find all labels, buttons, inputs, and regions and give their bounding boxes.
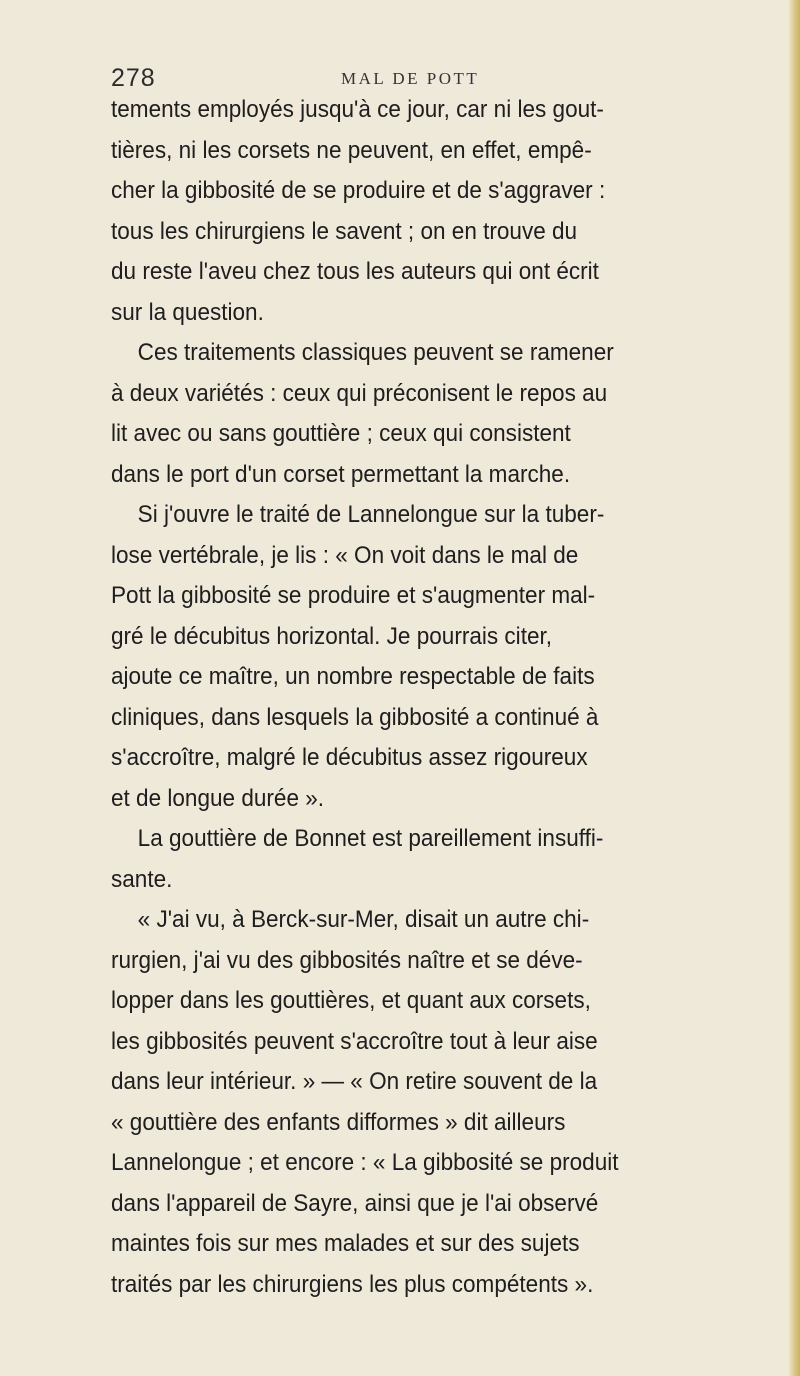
text-line: du reste l'aveu chez tous les auteurs qui ont écrit [111, 258, 599, 285]
text-line: ajoute ce maître, un nombre respectable de faits [111, 663, 595, 690]
text-line: tous les chirurgiens le savent ; on en trouve du [111, 217, 578, 245]
text-line: « J'ai vu, à Berck-sur-Mer, disait un autre chi- [137, 906, 590, 933]
text-line: cher la gibbosité de se produire et de s'aggraver : [111, 177, 606, 204]
text-line: Ces traitements classiques peuvent se ramener [137, 339, 614, 366]
text-line: Lannelongue ; et encore : « La gibbosité se produit [111, 1149, 619, 1176]
page-number: 278 [111, 64, 156, 92]
text-line: et de longue durée ». [111, 784, 325, 812]
text-line: traités par les chirurgiens les plus compétents ». [111, 1270, 594, 1298]
text-line: s'accroître, malgré le décubitus assez rigoureux [111, 744, 588, 771]
text-line: Pott la gibbosité se produire et s'augmenter mal- [111, 582, 596, 609]
text-line: dans le port d'un corset permettant la marche. [111, 460, 571, 488]
text-line: lit avec ou sans gouttière ; ceux qui consistent [111, 420, 571, 447]
text-line: sur la question. [111, 298, 264, 326]
text-line: lopper dans les gouttières, et quant aux corsets, [111, 987, 591, 1014]
text-line: tières, ni les corsets ne peuvent, en effet, empê- [111, 136, 592, 164]
text-line: dans leur intérieur. » — « On retire souvent de la [111, 1068, 598, 1095]
text-line: maintes fois sur mes malades et sur des sujets [111, 1230, 580, 1257]
text-line: rurgien, j'ai vu des gibbosités naître et se déve- [111, 946, 583, 974]
text-line: « gouttière des enfants difformes » dit ailleurs [111, 1108, 566, 1136]
text-line: dans l'appareil de Sayre, ainsi que je l'ai observé [111, 1189, 599, 1217]
text-line: les gibbosités peuvent s'accroître tout à leur aise [111, 1027, 598, 1055]
text-line: à deux variétés : ceux qui préconisent le repos au [111, 379, 608, 407]
text-line: lose vertébrale, je lis : « On voit dans le mal de [111, 541, 579, 569]
text-line: cliniques, dans lesquels la gibbosité a continué à [111, 703, 599, 731]
text-line: Si j'ouvre le traité de Lannelongue sur la tuber- [137, 501, 605, 528]
text-line: gré le décubitus horizontal. Je pourrais citer, [111, 622, 553, 650]
text-line: sante. [111, 865, 173, 893]
page-edge [788, 0, 800, 1376]
body-text [111, 90, 771, 1305]
text-line: tements employés jusqu'à ce jour, car ni les gout- [111, 96, 604, 123]
running-title: MAL DE POTT [341, 69, 480, 88]
text-line: La gouttière de Bonnet est pareillement insuffi- [137, 825, 604, 852]
